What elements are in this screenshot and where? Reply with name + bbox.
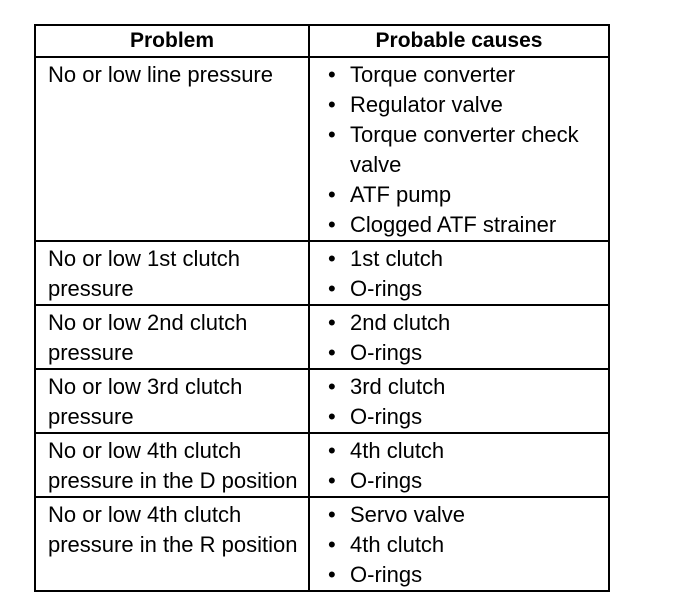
problem-cell: No or low 1st clutch pressure — [35, 241, 309, 305]
causes-list — [328, 60, 608, 240]
causes-list — [328, 500, 608, 590]
causes-cell — [309, 497, 609, 591]
cause-item: • 2nd clutch — [328, 308, 608, 338]
cause-item: • O-rings — [328, 402, 608, 432]
table-row — [35, 57, 609, 241]
problem-cell: No or low 2nd clutch pressure — [35, 305, 309, 369]
cause-item: • Servo valve — [328, 500, 608, 530]
causes-list — [328, 436, 608, 496]
header-row — [35, 25, 609, 57]
cause-item: • Clogged ATF strainer — [328, 210, 608, 240]
problem-cell: No or low line pressure — [35, 57, 309, 241]
table-row — [35, 241, 609, 305]
problem-cell: No or low 4th clutch pressure in the R position — [35, 497, 309, 591]
cause-item: • ATF pump — [328, 180, 608, 210]
cause-item: • Torque converter check valve — [328, 120, 608, 180]
cause-item: • 4th clutch — [328, 530, 608, 560]
causes-cell — [309, 305, 609, 369]
cause-item: • O-rings — [328, 560, 608, 590]
header-problem: Problem — [35, 25, 309, 57]
cause-item: • 1st clutch — [328, 244, 608, 274]
causes-list — [328, 308, 608, 368]
cause-item: • 4th clutch — [328, 436, 608, 466]
causes-list — [328, 372, 608, 432]
table-row — [35, 369, 609, 433]
header-causes: Probable causes — [309, 25, 609, 57]
causes-cell — [309, 57, 609, 241]
cause-item: • Regulator valve — [328, 90, 608, 120]
cause-item: • O-rings — [328, 274, 608, 304]
cause-item: • Torque converter — [328, 60, 608, 90]
problem-cell: No or low 4th clutch pressure in the D position — [35, 433, 309, 497]
causes-cell — [309, 369, 609, 433]
table-row — [35, 305, 609, 369]
table-row — [35, 433, 609, 497]
causes-cell — [309, 433, 609, 497]
problem-cell: No or low 3rd clutch pressure — [35, 369, 309, 433]
causes-cell — [309, 241, 609, 305]
cause-item: • O-rings — [328, 466, 608, 496]
troubleshooting-table — [34, 24, 610, 592]
cause-item: • O-rings — [328, 338, 608, 368]
causes-list — [328, 244, 608, 304]
cause-item: • 3rd clutch — [328, 372, 608, 402]
table-row — [35, 497, 609, 591]
